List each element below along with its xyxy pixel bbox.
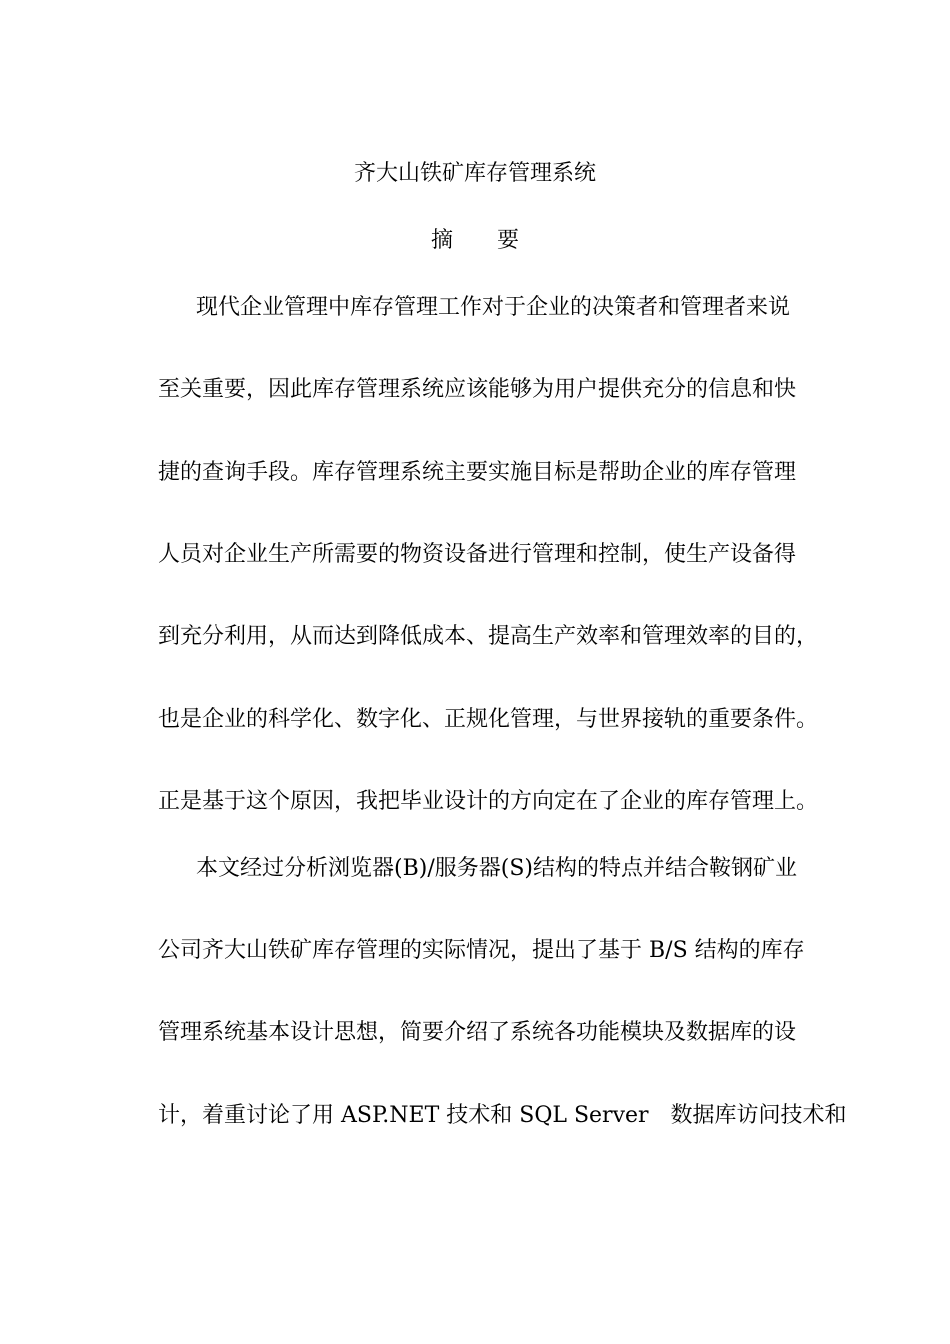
paragraph-line: 到充分利用，从而达到降低成本、提高生产效率和管理效率的目的， (158, 624, 819, 649)
abstract-heading: 摘 要 (430, 228, 519, 253)
document-title: 齐大山铁矿库存管理系统 (353, 161, 596, 186)
paragraph-line: 也是企业的科学化、数字化、正规化管理，与世界接轨的重要条件。 (158, 707, 819, 732)
paragraph-line: 现代企业管理中库存管理工作对于企业的决策者和管理者来说 (196, 295, 791, 320)
paragraph-line: 至关重要，因此库存管理系统应该能够为用户提供充分的信息和快 (158, 377, 797, 402)
paragraph-line: 公司齐大山铁矿库存管理的实际情况，提出了基于 B/S 结构的库存 (158, 938, 805, 963)
paragraph-line: 管理系统基本设计思想，简要介绍了系统各功能模块及数据库的设 (158, 1020, 797, 1045)
paragraph-line: 人员对企业生产所需要的物资设备进行管理和控制，使生产设备得 (158, 542, 797, 567)
paragraph-line: 计，着重讨论了用 ASP.NET 技术和 SQL Server 数据库访问技术和 (158, 1103, 847, 1128)
paragraph-line: 本文经过分析浏览器(B)/服务器(S)结构的特点并结合鞍钢矿业 (196, 856, 797, 881)
paragraph-line: 正是基于这个原因，我把毕业设计的方向定在了企业的库存管理上。 (158, 789, 819, 814)
paragraph-line: 捷的查询手段。库存管理系统主要实施目标是帮助企业的库存管理 (158, 460, 797, 485)
